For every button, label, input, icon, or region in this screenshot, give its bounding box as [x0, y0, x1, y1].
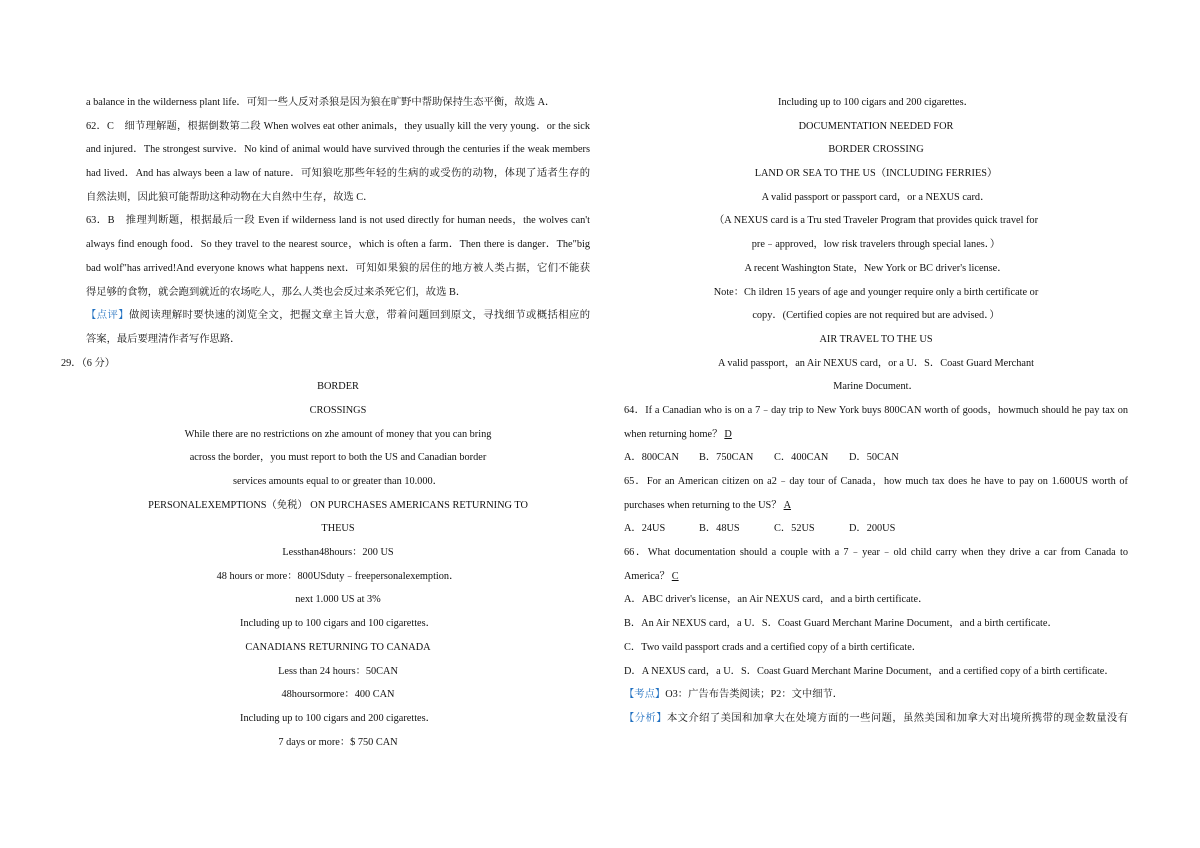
- option: A．ABC driver's license，an Air NEXUS card，and a birth certificate．: [624, 594, 929, 606]
- passage-heading: CANADIANS RETURNING TO CANADA: [245, 641, 431, 653]
- left-column: [61, 91, 590, 754]
- option: B．48US: [699, 523, 740, 535]
- question-64-options: [624, 446, 1128, 470]
- option: D．200US: [849, 523, 896, 535]
- question-stem-text: purchases when returning to the US？: [624, 499, 782, 511]
- option: C．Two vaild passport crads and a certified copy of a birth certificate．: [624, 641, 923, 653]
- option: D．A NEXUS card，a U．S．Coast Guard Merchant Marine Document，and a certified copy of a birth certificate．: [624, 665, 1115, 677]
- text-line: 得足够的食物，就会跑到就近的农场吃人，那么人类也会反过来杀死它们，故选 B．: [86, 286, 467, 298]
- text-line: had lived．And has always been a law of nature．可知狼吃那些年轻的生病的或受伤的动物，体现了适者生存的: [86, 168, 590, 180]
- question-66-stem-end: [624, 565, 1128, 589]
- passage-heading: PERSONALEXEMPTIONS（免税） ON PURCHASES AMERICANS RETURNING TO: [148, 499, 528, 511]
- text-line: bad wolf"has arrived!And everyone knows what happens next．可知如果狼的居住的地方被人类占据，它们不能获: [86, 262, 590, 274]
- passage-title: BORDER: [317, 381, 359, 393]
- question-64-stem-end: [624, 423, 1128, 447]
- passage-heading: LAND OR SEA TO THE US（INCLUDING FERRIES）: [754, 168, 998, 180]
- option: C．52US: [774, 523, 815, 535]
- text-line: always find enough food．So they travel to the nearest source，which is often a farm．Then there is danger．The"big: [86, 239, 590, 251]
- passage-heading: THEUS: [321, 523, 355, 535]
- fenxi-line: [624, 707, 1128, 731]
- passage-heading: AIR TRAVEL TO THE US: [819, 333, 933, 345]
- question-64-stem: 64．If a Canadian who is on a 7﹣day trip to New York buys 800CAN worth of goods，howmuch should he pay tax on: [624, 404, 1128, 416]
- passage-line: across the border，you must report to both the US and Canadian border: [189, 452, 487, 464]
- fenxi-text: 本文介绍了美国和加拿大在处境方面的一些问题，虽然美国和加拿大对出境所携带的现金数量没有: [666, 712, 1128, 724]
- text-line: 62．C 细节理解题，根据倒数第二段 When wolves eat other animals，they usually kill the very young．or the sick: [86, 120, 590, 132]
- text-line: 自然法则，因此狼可能帮助这种动物在大自然中生存，故选 C．: [86, 191, 374, 203]
- option: B．An Air NEXUS card，a U．S．Coast Guard Merchant Marine Document，and a birth certificate．: [624, 618, 1058, 630]
- passage-line: pre﹣approved，low risk travelers through special lanes．）: [751, 239, 1001, 251]
- question-65-stem: 65．For an American citizen on a2﹣day tour of Canada，how much tax does he have to pay on 1.600US worth of: [624, 476, 1128, 487]
- passage-title: CROSSINGS: [309, 404, 367, 416]
- kaodian-tag: 【考点】: [624, 689, 666, 701]
- right-column: [624, 91, 1128, 731]
- question-number: 29．（6 分）: [61, 357, 116, 369]
- answer-blank: C: [671, 570, 679, 582]
- text-line: a balance in the wilderness plant life．可知一些人反对杀狼是因为狼在旷野中帮助保持生态平衡，故选 A．: [86, 97, 556, 108]
- passage-line: 7 days or more：$ 750 CAN: [278, 736, 398, 748]
- passage-line: 48 hours or more：800USduty﹣freepersonalexemption．: [216, 570, 460, 582]
- passage-line: While there are no restrictions on zhe amount of money that you can bring: [184, 428, 492, 440]
- answer-blank: A: [783, 499, 792, 511]
- option: C．400CAN: [774, 452, 829, 464]
- comment-tag: 【点评】: [86, 310, 129, 322]
- passage-heading: DOCUMENTATION NEEDED FOR: [798, 120, 954, 132]
- answer-blank: D: [724, 428, 732, 440]
- question-65-options: [624, 517, 1128, 541]
- passage-line: A valid passport or passport card，or a NEXUS card．: [761, 191, 991, 203]
- passage-line: 48hoursormore：400 CAN: [281, 689, 395, 701]
- passage-line: A valid passport，an Air NEXUS card，or a U．S．Coast Guard Merchant: [717, 357, 1034, 369]
- passage-line: Including up to 100 cigars and 100 cigarettes．: [240, 618, 436, 630]
- fenxi-tag: 【分析】: [624, 712, 667, 724]
- kaodian-text: O3：广告布告类阅读；P2：文中细节．: [665, 689, 844, 701]
- passage-line: Marine Document．: [833, 381, 919, 393]
- option: A．24US: [624, 523, 666, 535]
- question-66-stem: 66．What documentation should a couple with a 7﹣year﹣old child carry when they drive a car from Canada to: [624, 547, 1128, 559]
- passage-line: Including up to 100 cigars and 200 cigarettes．: [778, 97, 974, 108]
- text-line: 63．B 推理判断题，根据最后一段 Even if wilderness land is not used directly for human needs，the wolves can't: [86, 215, 590, 227]
- passage-line: Lessthan48hours：200 US: [282, 547, 394, 559]
- option: D．50CAN: [849, 452, 899, 464]
- passage-line: copy．(Certified copies are not required but are advised．）: [752, 310, 1000, 322]
- passage-line: （A NEXUS card is a Tru sted Traveler Program that provides quick travel for: [713, 215, 1039, 227]
- passage-line: Note：Ch ildren 15 years of age and younger require only a birth certificate or: [713, 286, 1039, 298]
- text-line: 答案，最后要理清作者写作思路．: [86, 333, 241, 345]
- comment-text: 做阅读理解时要快速的浏览全文，把握文章主旨大意，带着问题回到原文，寻找细节或概括相应的: [128, 310, 590, 322]
- option: B．750CAN: [699, 452, 754, 464]
- passage-heading: BORDER CROSSING: [828, 144, 924, 156]
- passage-line: Less than 24 hours：50CAN: [278, 665, 398, 677]
- passage-line: services amounts equal to or greater than 10.000．: [233, 476, 443, 487]
- question-65-stem-end: [624, 494, 1128, 518]
- passage-line: next 1.000 US at 3%: [295, 594, 381, 606]
- passage-line: A recent Washington State，New York or BC driver's license．: [744, 262, 1008, 274]
- option: A．800CAN: [624, 452, 679, 464]
- passage-line: Including up to 100 cigars and 200 cigarettes．: [240, 712, 436, 724]
- question-stem-text: when returning home？: [624, 428, 723, 440]
- text-line: and injured．The strongest survive．No kind of animal would have survived through the centuries if the weak members: [86, 144, 590, 156]
- kaodian-line: [624, 683, 1128, 707]
- question-stem-text: America？: [624, 570, 670, 582]
- comment-line: [86, 304, 590, 328]
